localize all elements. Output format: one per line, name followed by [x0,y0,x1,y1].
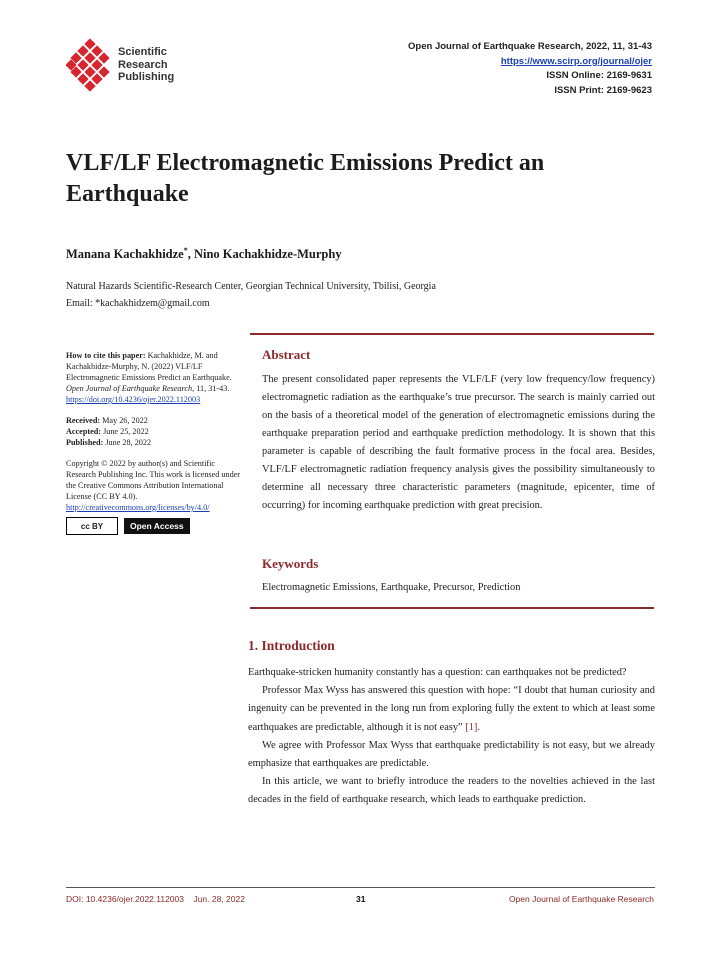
reference-link[interactable]: [1] [465,721,478,733]
abstract-bottom-rule [250,607,654,609]
introduction-body [248,664,655,810]
journal-header [408,40,652,98]
abstract-text: The present consolidated paper represents the VLF/LF (very low frequency/low frequency) electromagnetic radiation as the earthquake’s true precursor. The search is mainly carried out on the basis of a theoretical model of the generation of electromagnetic emissions during the earthquake preparation period and earthquake prediction methodology. It is shown that this parameter is capable of describing the fault formative process in the focal area. Besides, VLF/LF electromagnetic radiation frequency analysis gives the possibility simultaneously to determine all necessary three characteristic parameters (magnitude, epicenter, time of occurring) for incoming earthquake prediction with great precision. [262,374,655,511]
email: Email: *kachakhidzem@gmail.com [66,298,210,309]
doi-link[interactable]: https://doi.org/10.4236/ojer.2022.112003 [66,395,201,404]
paragraph: Professor Max Wyss has answered this question with hope: “I doubt that human curiosity and ingenuity can be prevented in the long run from exploring fully the extent to which at least some earthquakes are predictable, although it is not easy” [1]. [248,685,655,733]
publisher-logo [66,38,196,92]
corresponding-mark: * [183,246,188,255]
cc-by-icon[interactable]: cc BY [66,517,118,535]
paragraph: In this article, we want to briefly introduce the readers to the novelties achieved in the last decades in the field of earthquake research, which leads to earthquake prediction. [248,776,655,806]
affiliation: Natural Hazards Scientific-Research Center, Georgian Technical University, Tbilisi, Georgia [66,281,436,292]
paper-title: VLF/LF Electromagnetic Emissions Predict an Earthquake [66,150,545,207]
dates: Received: May 26, 2022 Accepted: June 25, 2022 Published: June 28, 2022 [66,416,152,447]
author-list [66,246,342,262]
journal-url-link[interactable]: https://www.scirp.org/journal/ojer [500,55,652,67]
footer-doi: DOI: 10.4236/ojer.2022.112003 Jun. 28, 2022 [66,894,245,904]
journal-citation: Open Journal of Earthquake Research, 2022, 11, 31-43 [408,41,652,52]
page-number: 31 [356,894,366,904]
keywords-text: Electromagnetic Emissions, Earthquake, Precursor, Prediction [262,582,521,593]
publisher-name: Scientific Research Publishing [118,46,175,83]
issn-print: ISSN Print: 2169-9623 [554,84,652,96]
keywords-heading: Keywords [262,556,319,571]
license-link[interactable]: http://creativecommons.org/licenses/by/4.0/ [66,503,210,512]
introduction-heading: 1. Introduction [248,638,335,653]
author-2: , Nino Kachakhidze-Murphy [187,247,342,262]
license-badges [66,517,246,535]
open-access-badge: Open Access [124,518,190,534]
citation-sidebar [66,350,246,535]
scirp-logo-icon [66,38,116,92]
how-to-cite: How to cite this paper: Kachakhidze, M. and Kachakhidze-Murphy, N. (2022) VLF/LF Electromagnetic Emissions Predict an Earthquake. Open Journal of Earthquake Research, 11, 31-43. https://doi.org/10.4236/ojer.2022.112003 [66,351,232,404]
footer-rule [66,887,655,888]
author-1: Manana Kachakhidze [66,247,184,262]
copyright: Copyright © 2022 by author(s) and Scientific Research Publishing Inc. This work is licensed under the Creative Commons Attribution International License (CC BY 4.0). http://creativecommons.org/licenses/by/4.0/ [66,459,241,512]
issn-online: ISSN Online: 2169-9631 [546,70,652,81]
abstract-heading: Abstract [262,347,311,362]
footer-journal: Open Journal of Earthquake Research [508,894,654,904]
affiliation-block [66,278,436,312]
paragraph: We agree with Professor Max Wyss that earthquake predictability is not easy, but we already emphasize that earthquakes are predictable. [248,739,655,770]
paragraph: Earthquake-stricken humanity constantly has a question: can earthquakes not be predicted? [248,667,627,678]
abstract-top-rule [250,333,654,335]
